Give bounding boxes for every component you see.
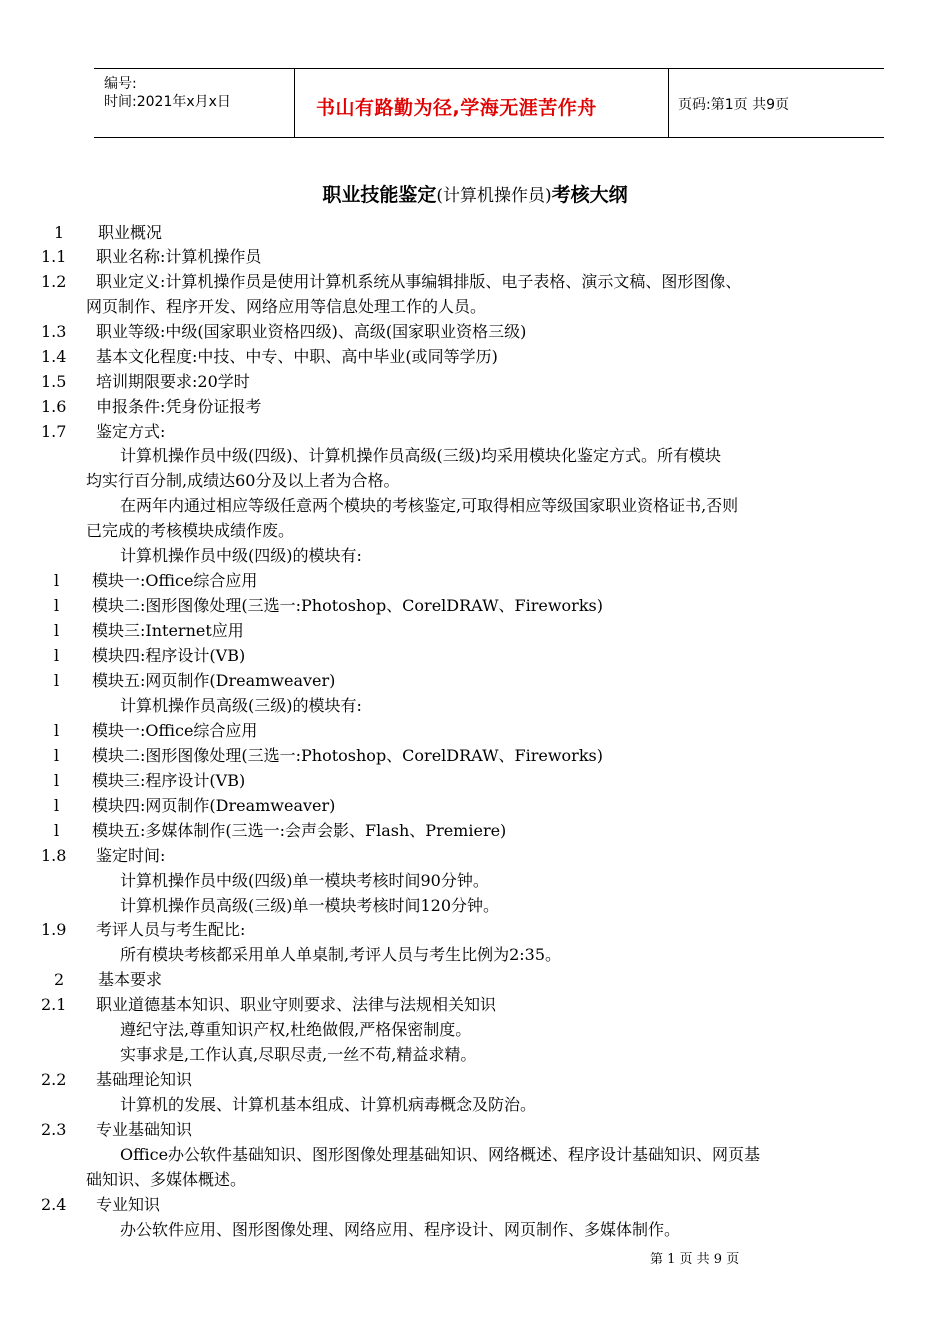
line-text: 培训期限要求:20学时 bbox=[96, 372, 250, 391]
line-text: 模块四:程序设计(VB) bbox=[92, 646, 246, 665]
line-number: 1.4 bbox=[41, 347, 67, 366]
line-number: 1 bbox=[54, 223, 65, 242]
line-text: Office办公软件基础知识、图形图像处理基础知识、网络概述、程序设计基础知识、网页基 bbox=[120, 1145, 761, 1164]
line-text: 职业名称:计算机操作员 bbox=[96, 247, 262, 266]
header-table bbox=[94, 68, 884, 138]
page-info: 页码:第1页 共9页 bbox=[678, 97, 789, 113]
line-text: 计算机的发展、计算机基本组成、计算机病毒概念及防治。 bbox=[120, 1095, 537, 1114]
line-text: 基础理论知识 bbox=[96, 1070, 193, 1089]
line-text: 模块一:Office综合应用 bbox=[92, 571, 258, 590]
line-text: 基本文化程度:中技、中专、中职、高中毕业(或同等学历) bbox=[96, 347, 498, 366]
document-title bbox=[0, 180, 950, 207]
line-number: 1.9 bbox=[41, 920, 67, 939]
line-text: 遵纪守法,尊重知识产权,杜绝做假,严格保密制度。 bbox=[120, 1020, 472, 1039]
line-text: 鉴定时间: bbox=[96, 846, 166, 865]
line-number: l bbox=[54, 646, 60, 665]
header-meta-cell bbox=[94, 69, 295, 137]
line-text: 所有模块考核都采用单人单桌制,考评人员与考生比例为2:35。 bbox=[120, 945, 562, 964]
line-number: l bbox=[54, 621, 60, 640]
line-text: 均实行百分制,成绩达60分及以上者为合格。 bbox=[86, 471, 400, 490]
line-text: 职业概况 bbox=[98, 223, 163, 242]
line-text: 网页制作、程序开发、网络应用等信息处理工作的人员。 bbox=[86, 297, 487, 316]
line-number: l bbox=[54, 671, 60, 690]
line-number: 1.3 bbox=[41, 322, 67, 341]
line-text: 模块二:图形图像处理(三选一:Photoshop、CorelDRAW、Fireworks) bbox=[92, 596, 603, 615]
line-number: 1.5 bbox=[41, 372, 67, 391]
motto-text: 书山有路勤为径,学海无涯苦作舟 bbox=[316, 97, 597, 119]
line-number: 2 bbox=[54, 970, 65, 989]
line-number: 1.6 bbox=[41, 397, 67, 416]
line-number: l bbox=[54, 771, 60, 790]
line-text: 模块二:图形图像处理(三选一:Photoshop、CorelDRAW、Fireworks) bbox=[92, 746, 603, 765]
line-text: 鉴定方式: bbox=[96, 422, 166, 441]
line-number: l bbox=[54, 821, 60, 840]
line-text: 模块三:程序设计(VB) bbox=[92, 771, 246, 790]
line-text: 模块一:Office综合应用 bbox=[92, 721, 258, 740]
line-text: 专业基础知识 bbox=[96, 1120, 193, 1139]
document-number-label: 编号: bbox=[104, 76, 137, 92]
line-number: 1.7 bbox=[41, 422, 67, 441]
line-text: 计算机操作员高级(三级)的模块有: bbox=[120, 696, 362, 715]
line-text: 职业定义:计算机操作员是使用计算机系统从事编辑排版、电子表格、演示文稿、图形图像、 bbox=[96, 272, 742, 291]
line-text: 专业知识 bbox=[96, 1195, 161, 1214]
line-text: 已完成的考核模块成绩作废。 bbox=[86, 521, 295, 540]
header-page-cell bbox=[668, 69, 884, 137]
line-text: 模块三:Internet应用 bbox=[92, 621, 244, 640]
line-number: 1.8 bbox=[41, 846, 67, 865]
line-text: 职业等级:中级(国家职业资格四级)、高级(国家职业资格三级) bbox=[96, 322, 527, 341]
line-number: 1.2 bbox=[41, 272, 67, 291]
line-number: 2.1 bbox=[41, 995, 67, 1014]
line-text: 职业道德基本知识、职业守则要求、法律与法规相关知识 bbox=[96, 995, 497, 1014]
line-number: 1.1 bbox=[41, 247, 67, 266]
line-number: 2.3 bbox=[41, 1120, 67, 1139]
page-footer: 第 1 页 共 9 页 bbox=[650, 1252, 740, 1267]
line-number: l bbox=[54, 721, 60, 740]
document-time-label: 时间:2021年x月x日 bbox=[104, 94, 231, 110]
line-text: 计算机操作员中级(四级)单一模块考核时间90分钟。 bbox=[120, 871, 489, 890]
line-text: 申报条件:凭身份证报考 bbox=[96, 397, 262, 416]
line-number: l bbox=[54, 596, 60, 615]
line-text: 模块五:网页制作(Dreamweaver) bbox=[92, 671, 336, 690]
line-text: 计算机操作员中级(四级)、计算机操作员高级(三级)均采用模块化鉴定方式。所有模块 bbox=[120, 446, 721, 465]
line-text: 础知识、多媒体概述。 bbox=[86, 1170, 247, 1189]
line-text: 基本要求 bbox=[98, 970, 163, 989]
line-text: 模块四:网页制作(Dreamweaver) bbox=[92, 796, 336, 815]
title-main-b: 考核大纲 bbox=[551, 184, 628, 206]
title-main-a: 职业技能鉴定 bbox=[322, 184, 437, 206]
line-number: l bbox=[54, 746, 60, 765]
line-number: l bbox=[54, 796, 60, 815]
header-motto-cell bbox=[294, 69, 669, 137]
line-number: 2.4 bbox=[41, 1195, 67, 1214]
line-text: 考评人员与考生配比: bbox=[96, 920, 246, 939]
line-number: 2.2 bbox=[41, 1070, 67, 1089]
line-text: 模块五:多媒体制作(三选一:会声会影、Flash、Premiere) bbox=[92, 821, 507, 840]
line-text: 办公软件应用、图形图像处理、网络应用、程序设计、网页制作、多媒体制作。 bbox=[120, 1220, 681, 1239]
line-text: 计算机操作员中级(四级)的模块有: bbox=[120, 546, 362, 565]
line-number: l bbox=[54, 571, 60, 590]
title-subtitle: (计算机操作员) bbox=[436, 186, 552, 206]
line-text: 实事求是,工作认真,尽职尽责,一丝不苟,精益求精。 bbox=[120, 1045, 477, 1064]
line-text: 计算机操作员高级(三级)单一模块考核时间120分钟。 bbox=[120, 896, 500, 915]
line-text: 在两年内通过相应等级任意两个模块的考核鉴定,可取得相应等级国家职业资格证书,否则 bbox=[120, 496, 739, 515]
